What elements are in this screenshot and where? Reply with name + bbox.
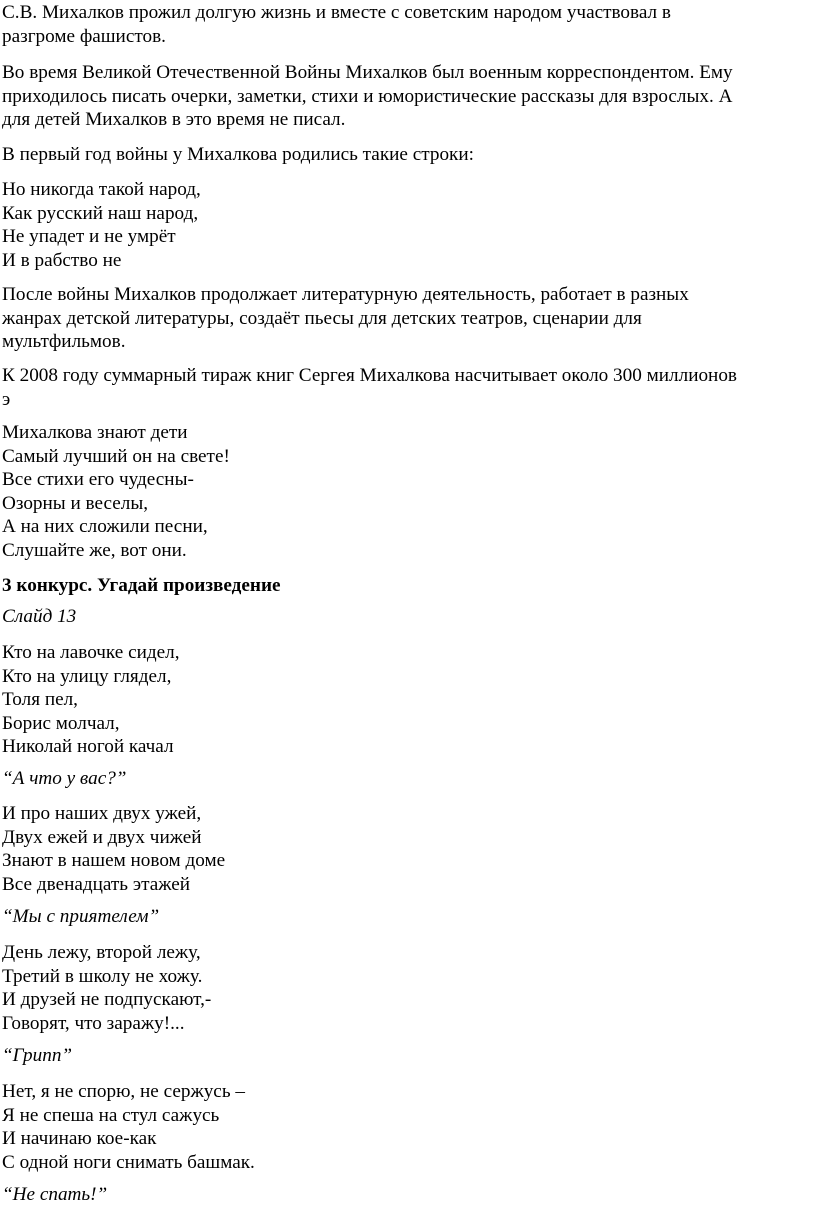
riddle-3-answer: “Грипп” [2,1045,73,1066]
text-line: жанрах детской литературы, создаёт пьесы для детских театров, сценарии для [2,307,642,329]
text-line: разгроме фашистов. [2,25,166,47]
poem-line: Не упадет и не умрёт [2,226,176,247]
slide-label: Слайд 13 [2,606,77,627]
text-line: После войны Михалков продолжает литературную деятельность, работает в разных [2,284,689,305]
poem-line: Озорны и веселы, [2,492,149,514]
paragraph-first-year [2,143,814,167]
paragraph-after-war [2,283,814,354]
text-line: К 2008 году суммарный тираж книг Сергея Михалкова насчитывает около 300 миллионов [2,365,737,386]
riddle-3 [2,941,814,1035]
poem-line: С одной ноги снимать башмак. [2,1151,255,1173]
text-line: приходилось писать очерки, заметки, стихи и юмористические рассказы для взрослых. А [2,85,733,107]
poem-line: И про наших двух ужей, [2,803,202,824]
poem-line: Третий в школу не хожу. [2,965,203,987]
poem-line: Двух ежей и двух чижей [2,826,202,848]
poem-line: А на них сложили песни, [2,516,208,537]
poem-line: И друзей не подпускают,- [2,989,212,1010]
riddle-2-answer: “Мы с приятелем” [2,906,160,927]
poem-line: Говорят, что заражу!... [2,1012,185,1034]
riddle-1 [2,641,814,759]
paragraph-war-participation [2,1,814,48]
contest-heading: 3 конкурс. Угадай произведение [2,575,281,596]
poem-war-lines [2,178,814,272]
poem-line: Слушайте же, вот они. [2,539,187,561]
poem-line: Все двенадцать этажей [2,873,191,895]
poem-line: И в рабство не [2,249,122,271]
poem-line: Кто на улицу глядел, [2,665,172,687]
text-line: э [2,388,11,410]
poem-line: Борис молчал, [2,712,120,734]
text-line: мультфильмов. [2,331,126,352]
poem-line: Знают в нашем новом доме [2,850,226,871]
text-line: В первый год войны у Михалкова родились такие строки: [2,144,474,165]
poem-line: Толя пел, [2,689,78,710]
poem-children-know [2,421,814,562]
poem-line: Я не спеша на стул сажусь [2,1104,220,1126]
text-line: для детей Михалков в это время не писал. [2,109,346,130]
poem-line: Как русский наш народ, [2,202,199,224]
poem-line: Все стихи его чудесны- [2,469,194,490]
poem-line: Кто на лавочке сидел, [2,642,180,663]
text-line: С.В. Михалков прожил долгую жизнь и вместе с советским народом участвовал в [2,2,671,23]
poem-line: И начинаю кое-как [2,1128,157,1149]
riddle-2 [2,802,814,896]
poem-line: Нет, я не спорю, не сержусь – [2,1081,245,1102]
riddle-4 [2,1080,814,1174]
text-line: Во время Великой Отечественной Войны Михалков был военным корреспондентом. Ему [2,62,733,83]
poem-line: Михалкова знают дети [2,422,188,443]
paragraph-war-correspondent [2,61,814,132]
poem-line: Но никогда такой народ, [2,179,201,200]
paragraph-circulation [2,364,814,411]
poem-line: День лежу, второй лежу, [2,942,201,963]
poem-line: Николай ногой качал [2,736,174,757]
poem-line: Самый лучший он на свете! [2,445,230,467]
riddle-1-answer: “А что у вас?” [2,768,127,789]
riddle-4-answer: “Не спать!” [2,1184,108,1205]
